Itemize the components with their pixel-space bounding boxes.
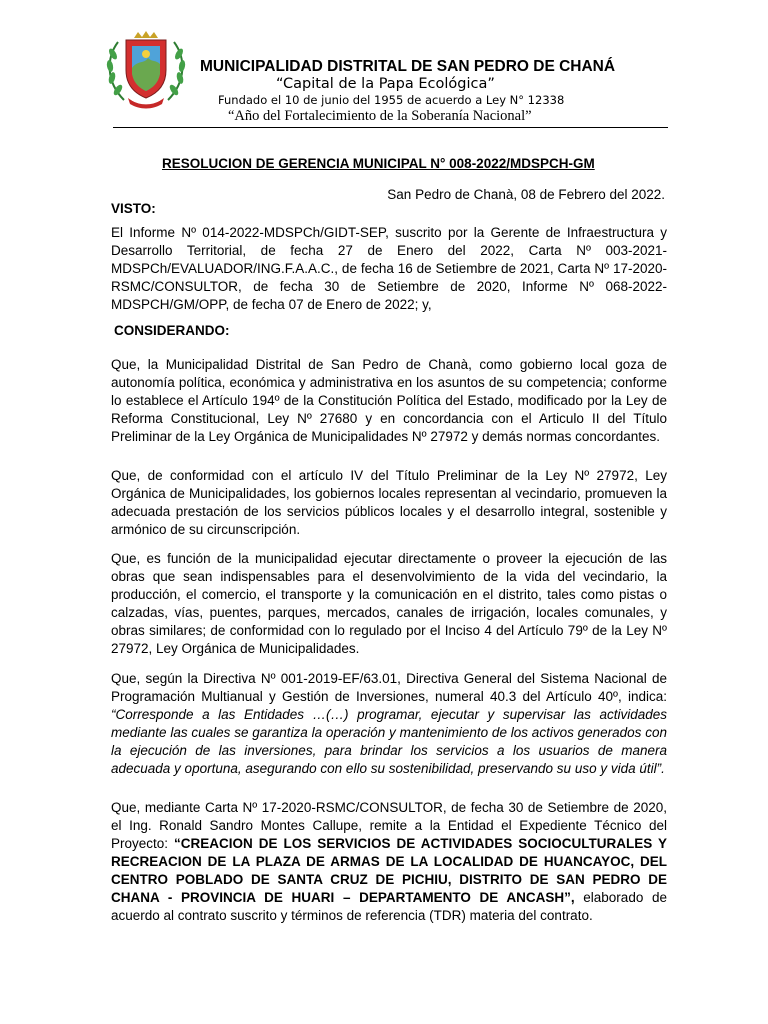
- considerando-heading: CONSIDERANDO:: [114, 323, 230, 338]
- visto-heading: VISTO:: [111, 201, 156, 216]
- municipal-crest-icon: [104, 30, 188, 112]
- municipality-motto: “Capital de la Papa Ecológica”: [276, 76, 495, 92]
- paragraph-5-end: elaborado de acuerdo al contrato suscrito y términos de referencia (TDR) materia del contrato.: [111, 890, 667, 923]
- document-date: San Pedro de Chanà, 08 de Febrero del 2022.: [387, 187, 665, 202]
- paragraph-4-quote: “Corresponde a las Entidades …(…) programar, ejecutar y supervisar las actividades mediante las cuales se garantiza la operación y mantenimiento de los activos generados con la ejecución de las inversiones, para brindar los servicios a los usuarios de manera adecuada y oportuna, asegurando con ello su sostenibilidad, preservando su uso y vida útil”.: [111, 707, 667, 776]
- paragraph-5-intro: Que, mediante Carta Nº 17-2020-RSMC/CONSULTOR, de fecha 30 de Setiembre de 2020, el Ing. Ronald Sandro Montes Callupe, remite a la Entidad el Expediente Técnico del Proyecto:: [111, 800, 667, 851]
- paragraph-5: [111, 799, 667, 925]
- municipality-name: MUNICIPALIDAD DISTRITAL DE SAN PEDRO DE CHANÁ: [200, 58, 616, 75]
- founding-note: Fundado el 10 de junio del 1955 de acuerdo a Ley N° 12338: [218, 93, 565, 107]
- paragraph-4: [111, 670, 667, 778]
- paragraph-2: Que, de conformidad con el artículo IV del Título Preliminar de la Ley Nº 27972, Ley Orgánica de Municipalidades, los gobiernos locales representan al vecindario, promueven la adecuada prestación de los servicios públicos locales y el desarrollo integral, sostenible y armónico de su circunscripción.: [111, 468, 667, 537]
- header-divider: [113, 127, 668, 128]
- resolution-title: RESOLUCION DE GERENCIA MUNICIPAL N° 008-2022/MDSPCH-GM: [162, 156, 595, 171]
- project-name: “CREACION DE LOS SERVICIOS DE ACTIVIDADES SOCIOCULTURALES Y RECREACION DE LA PLAZA DE ARMAS DE LA LOCALIDAD DE HUANCAYOC, DEL CENTRO POBLADO DE SANTA CRUZ DE PICHIU, DISTRITO DE SAN PEDRO DE CHANA - PROVINCIA DE HUARI – DEPARTAMENTO DE ANCASH”,: [111, 836, 667, 905]
- paragraph-3: Que, es función de la municipalidad ejecutar directamente o proveer la ejecución de las obras que sean indispensables para el desenvolvimiento de la vida del vecindario, la producción, el comercio, el transporte y la comunicación en el distrito, tales como pistas o calzadas, vías, puentes, parques, mercados, canales de irrigación, locales comunales, y obras similares; de conformidad con lo regulado por el Inciso 4 del Artículo 79º de la Ley Nº 27972, Ley Orgánica de Municipalidades.: [111, 551, 667, 656]
- year-motto: “Año del Fortalecimiento de la Soberanía Nacional”: [228, 108, 532, 124]
- paragraph-4-intro: Que, según la Directiva Nº 001-2019-EF/63.01, Directiva General del Sistema Nacional de Programación Multianual y Gestión de Inversiones, numeral 40.3 del Artículo 40º, indica:: [111, 671, 667, 704]
- visto-paragraph: El Informe Nº 014-2022-MDSPCh/GIDT-SEP, suscrito por la Gerente de Infraestructura y Desarrollo Territorial, de fecha 27 de Enero del 2022, Carta Nº 003-2021-MDSPCh/EVALUADOR/ING.F.A.A.C., de fecha 16 de Setiembre de 2021, Carta Nº 17-2020-RSMC/CONSULTOR, de fecha 30 de Setiembre de 2020, Informe Nº 068-2022-MDSPCH/GM/OPP, de fecha 07 de Enero de 2022; y,: [111, 225, 667, 312]
- paragraph-1: Que, la Municipalidad Distrital de San Pedro de Chanà, como gobierno local goza de autonomía política, económica y administrativa en los asuntos de su competencia; conforme lo establece el Artículo 194º de la Constitución Política del Estado, modificado por la Ley de Reforma Constitucional, Ley Nº 27680 y en concordancia con el Articulo II del Título Preliminar de la Ley Orgánica de Municipalidades Nº 27972 y demás normas concordantes.: [111, 357, 667, 444]
